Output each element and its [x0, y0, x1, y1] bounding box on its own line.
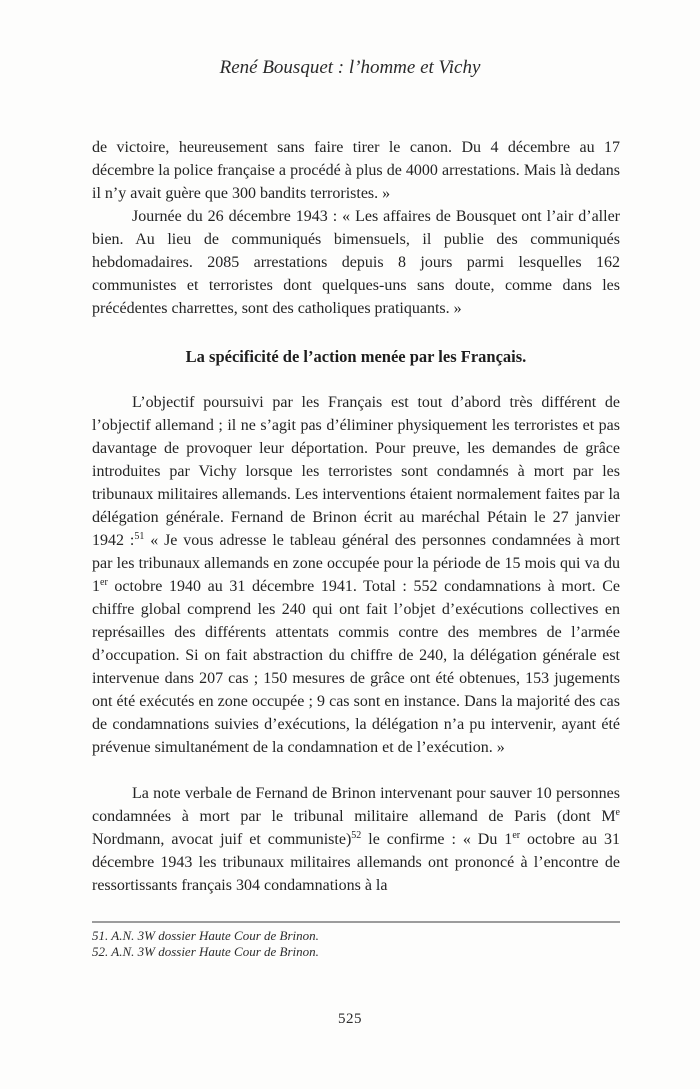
- footnotes: [92, 921, 620, 960]
- paragraph: Journée du 26 décembre 1943 : « Les affaires de Bousquet ont l’air d’aller bien. Au lieu de communiqués bimensuels, il publie des communiqués hebdomadaires. 2085 arrestations depuis 8 jours parmi lesquelles 162 communistes et terroristes dont quelques-uns sans doute, comme dans les précédentes charrettes, sont des catholiques pratiquants. »: [92, 208, 620, 317]
- footnote: 52. A.N. 3W dossier Haute Cour de Brinon.: [92, 944, 319, 959]
- footnote: 51. A.N. 3W dossier Haute Cour de Brinon.: [92, 928, 319, 943]
- footnote-reference: er: [512, 830, 521, 841]
- section-heading: La spécificité de l’action menée par les Français.: [185, 347, 527, 366]
- footnote-reference: er: [100, 577, 108, 588]
- text-block: [92, 136, 620, 897]
- footnote-reference: 51: [134, 531, 145, 542]
- page-number: 525: [338, 1011, 362, 1027]
- paragraph: La note verbale de Fernand de Brinon intervenant pour sauver 10 personnes condamnées à mort par le tribunal militaire allemand de Paris (dont Me Nordmann, avocat juif et communiste)$^{52}$ le confirme : « Du 1er octobre au 31 décembre 1943 les tribunaux militaires allemands ont prononcé à l’encontre de ressortissants français 304 condamnations à la: [92, 785, 621, 894]
- footnote-reference: 52: [351, 830, 362, 841]
- paragraph: L’objectif poursuivi par les Français est tout d’abord très différent de l’objectif allemand ; il ne s’agit pas d’éliminer physiquement les terroristes et pas davantage de provoquer leur déportation. Pour preuve, les demandes de grâce introduites par Vichy lorsque les terroristes sont condamnés à mort par les tribunaux militaires allemands. Les interventions étaient normalement faites par la délégation générale. Fernand de Brinon écrit au maréchal Pétain le 27 janvier 1942 :$^{51}$ « Je vous adresse le tableau général des personnes condamnées à mort par les tribunaux allemands en zone occupée pour la période de 15 mois qui va du 1er octobre 1940 au 31 décembre 1941. Total : 552 condamnations à mort. Ce chiffre global comprend les 240 qui ont fait l’objet d’exécutions collectives en représailles des différents attentats commis contre des membres de l’armée d’occupation. Si on fait abstraction du chiffre de 240, la délégation générale est intervenue dans 207 cas ; 150 mesures de grâce ont été obtenues, 153 jugements ont été exécutés en zone occupée ; 9 cas sont en instance. Dans la majorité des cas de condamnations suivies d’exécutions, la délégation n’a pu intervenir, ayant été prévenue simultanément de la condamnation et de l’exécution. »: [92, 394, 620, 756]
- footnote-reference: e: [615, 807, 620, 818]
- running-header: René Bousquet : l’homme et Vichy: [219, 57, 481, 78]
- paragraph: de victoire, heureusement sans faire tirer le canon. Du 4 décembre au 17 décembre la police française a procédé à plus de 4000 arrestations. Mais là dedans il n’y avait guère que 300 bandits terroristes. »: [92, 139, 620, 202]
